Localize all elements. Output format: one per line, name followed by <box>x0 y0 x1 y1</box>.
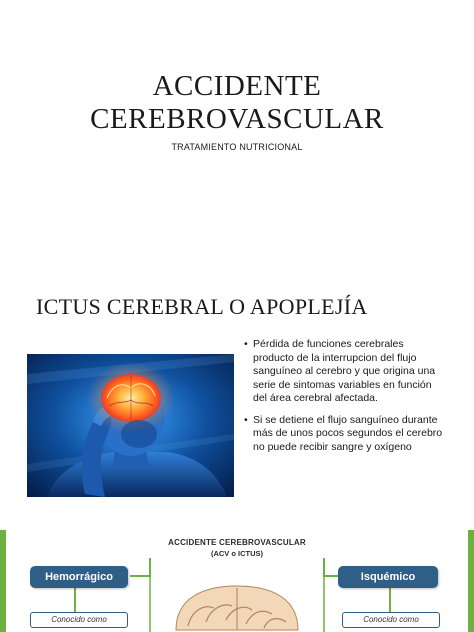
brain-illustration <box>176 586 298 630</box>
diagram-slide <box>0 530 474 632</box>
diagram-subtitle: (ACV o ICTUS) <box>210 549 264 558</box>
bullet-item: • Si se detiene el flujo sanguíneo durante más de unos pocos segundos el cerebro no puede recibir sangre y oxígeno <box>244 414 444 455</box>
title-line-2: CEREBROVASCULAR <box>90 103 384 135</box>
slide-subtitle: TRATAMIENTO NUTRICIONAL <box>171 142 303 152</box>
left-known-as: Conocido como <box>30 612 128 628</box>
section-title: ICTUS CEREBRAL O APOPLEJÍA <box>36 294 368 319</box>
hemorragico-box: Hemorrágico <box>30 566 128 588</box>
brain-photo <box>27 354 234 497</box>
slide-title <box>0 70 474 136</box>
brain-photo-illustration <box>27 354 234 497</box>
isquemico-box: Isquémico <box>338 566 438 588</box>
diagram-title: ACCIDENTE CEREBROVASCULAR <box>168 538 306 547</box>
bullet-list <box>244 338 444 454</box>
right-known-as: Conocido como <box>342 612 440 628</box>
title-line-1: ACCIDENTE <box>152 70 322 102</box>
bullet-item: • Pérdida de funciones cerebrales producto de la interrupcion del flujo sanguíneo al cerebro y que origina una serie de sintomas variables en función del área cerebral afectada. <box>244 338 444 406</box>
content-slide <box>0 262 474 530</box>
title-slide <box>0 0 474 255</box>
